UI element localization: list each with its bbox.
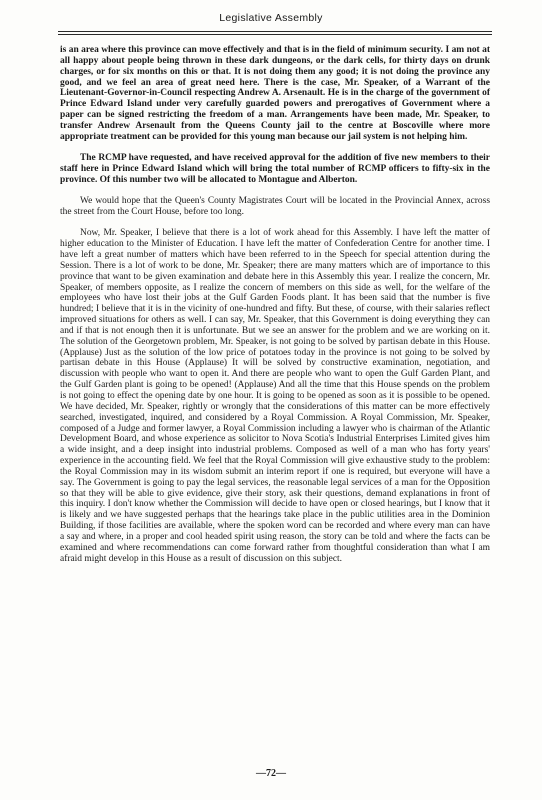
paragraph-magistrates-court: We would hope that the Queen's County Magistrates Court will be located in the Provincial Annex, across the street from the Court House, before too long.: [60, 196, 490, 217]
paragraph-gulf-garden: Now, Mr. Speaker, I believe that there is a lot of work ahead for this Assembly. I have left the matter of higher education to the Minister of Education. I have left the matter of Confederation Centre for another time. I have left a great number of matters which have been referred to in the Speech for special attention during the Session. There is a lot of work to be done, Mr. Speaker; there are many matters which are of importance to this province that want to be given examination and debate here in this Assembly this year. I realize the concern, Mr. Speaker, of members opposite, as I realize the concern of members on this side as well, for the welfare of the employees who have lost their jobs at the Gulf Garden Foods plant. It has been said that the number is five hundred; I believe that it is in the vicinity of one-hundred and fifty. But these, of course, with their salaries reflect improved situations for others as well. I can say, Mr. Speaker, that this Government is doing everything they can and if that is not enough then it is unfortunate. But we see an answer for the problem and we are working on it. The solution of the Georgetown problem, Mr. Speaker, is not going to be solved by partisan debate in this House. (Applause) Just as the solution of the low price of potatoes today in the province is not going to be solved by partisan debate in this House (Applause) It will be solved by constructive examination, negotiation, and discussion with people who want to open it. And there are people who want to open the Gulf Garden Plant, and the Gulf Garden plant is going to be opened! (Applause) And all the time that this House spends on the problem is not going to effect the opening date by one hour. It is going to be opened as soon as it is possible to be opened. We have decided, Mr. Speaker, rightly or wrongly that the considerations of this matter can be more effectively searched, investigated, inquired, and considered by a Royal Commission. A Royal Commission, Mr. Speaker, composed of a Judge and former lawyer, a Royal Commission including a lawyer who is chairman of the Atlantic Development Board, and whose experience as solicitor to Nova Scotia's Industrial Enterprises Limited gives him a wide insight, and a deep insight into industrial problems. Composed as well of a man who has forty years' experience in the accounting field. We feel that the Royal Commission will give exhaustive study to the problem: the Royal Commission may in its wisdom submit an interim report if one is required, but everyone will have a say. The Government is going to pay the legal services, the reasonable legal services of a man for the Opposition so that they will be able to give evidence, give their story, ask their questions, demand explanations in front of this inquiry. I don't know whether the Commission will decide to have open or closed hearings, but I know that it is likely and we have suggested perhaps that the hearings take place in the public utilities area in the Dominion Building, if those facilities are available, where the spoken word can be recorded and where every man can have a say and where, in a proper and cool headed spirit using reason, the story can be told and where the facts can be examined and where recommendations can come forward rather from thoughtful consideration than what I am afraid might develop in this House as a result of discussion on this subject.: [60, 228, 490, 564]
paragraph-rcmp: The RCMP have requested, and have received approval for the addition of five new members to their staff here in Prince Edward Island which will bring the total number of RCMP officers to fifty-six in the province. Of this number two will be allocated to Montague and Alberton.: [60, 153, 490, 185]
page-number: —72—: [256, 768, 286, 779]
running-title: Legislative Assembly: [219, 12, 323, 24]
body-text: [60, 45, 490, 575]
paragraph-jail-system: is an area where this province can move effectively and that is in the field of minimum security. I am not at all happy about people being thrown in these dark dungeons, or the dark cells, for thirty days on drunk charges, or for six months on this or that. It is not doing them any good; it is not doing the province any good, and we feel an area of great need here. There is the case, Mr. Speaker, of a Warrant of the Lieutenant-Governor-in-Council respecting Andrew A. Arsenault. He is in the charge of the government of Prince Edward Island under very carefully guarded powers and prerogatives of Government where a paper can be signed restricting the freedom of a man. Arrangements have been made, Mr. Speaker, to transfer Andrew Arsenault from the Queens County jail to the centre at Boscoville where more appropriate treatment can be provided for this young man because our jail system is not helping him.: [60, 45, 490, 142]
header-rule-secondary: [58, 34, 492, 35]
header-rule: [58, 31, 492, 32]
